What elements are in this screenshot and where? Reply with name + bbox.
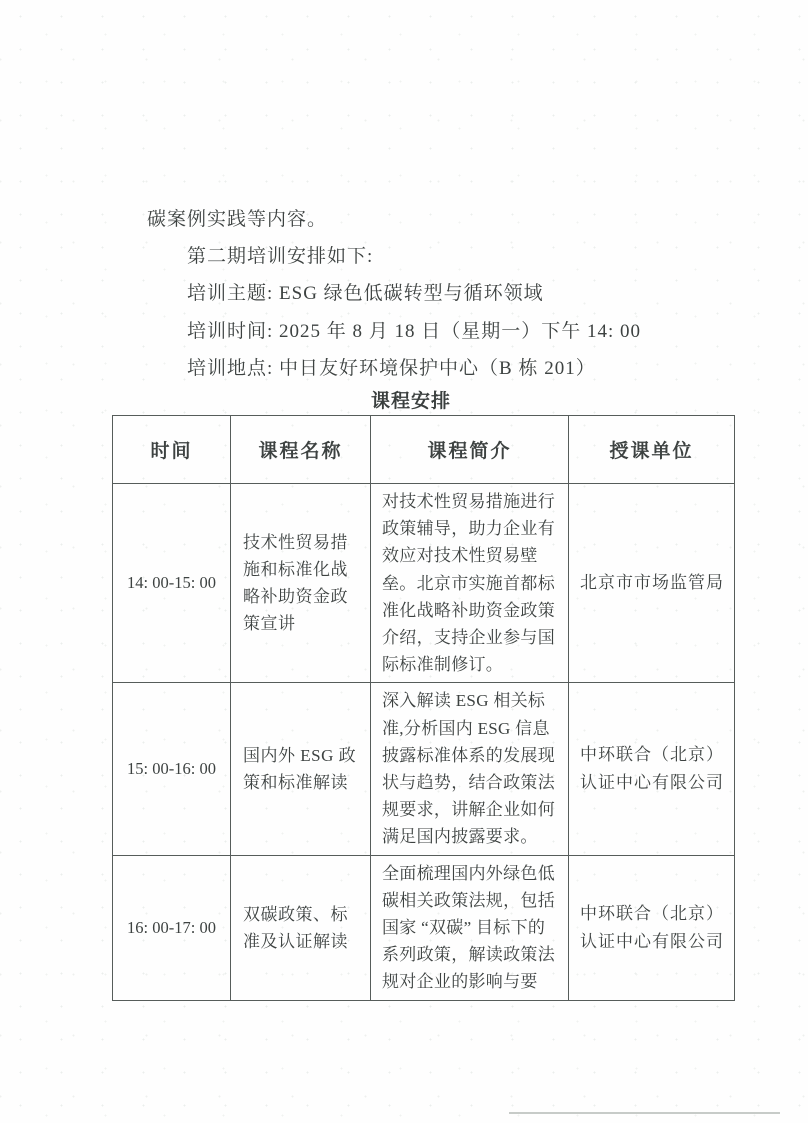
teaching-unit-cell: 中环联合（北京）认证中心有限公司 [569, 683, 735, 855]
col-header-teaching-unit: 授课单位 [569, 416, 735, 484]
table-title: 课程安排 [370, 391, 451, 412]
page-footer-divider [509, 1112, 780, 1114]
training-time: 培训时间: 2025 年 8 月 18 日（星期一）下午 14: 00 [187, 321, 642, 342]
time-cell: 16: 00-17: 00 [113, 855, 231, 1000]
course-name-cell: 双碳政策、标准及认证解读 [231, 855, 371, 1000]
table-row [113, 484, 735, 683]
col-header-course-name: 课程名称 [231, 416, 371, 484]
course-name-cell: 技术性贸易措施和标准化战略补助资金政策宣讲 [231, 484, 371, 683]
time-cell: 15: 00-16: 00 [113, 683, 231, 855]
col-header-time: 时间 [113, 416, 231, 484]
course-intro-cell: 对技术性贸易措施进行政策辅导，助力企业有效应对技术性贸易壁垒。北京市实施首都标准化战略补助资金政策介绍，支持企业参与国际标准制修订。 [371, 484, 569, 683]
course-name-cell: 国内外 ESG 政策和标准解读 [231, 683, 371, 855]
time-cell: 14: 00-15: 00 [113, 484, 231, 683]
table-row [113, 855, 735, 1000]
teaching-unit-cell: 北京市市场监管局 [569, 484, 735, 683]
col-header-course-intro: 课程简介 [371, 416, 569, 484]
training-location: 培训地点: 中日友好环境保护中心（B 栋 201） [187, 358, 596, 379]
teaching-unit-cell: 中环联合（北京）认证中心有限公司 [569, 855, 735, 1000]
paragraph-continuation: 碳案例实践等内容。 [147, 209, 328, 230]
training-topic: 培训主题: ESG 绿色低碳转型与循环领域 [187, 283, 544, 304]
course-intro-cell: 全面梳理国内外绿色低碳相关政策法规，包括国家 “双碳” 目标下的系列政策，解读政策法规对企业的影响与要 [371, 855, 569, 1000]
table-row [113, 683, 735, 855]
course-schedule-table [112, 415, 735, 1001]
table-header-row [113, 416, 735, 484]
course-intro-cell: 深入解读 ESG 相关标准,分析国内 ESG 信息披露标准体系的发展现状与趋势，结合政策法规要求，讲解企业如何满足国内披露要求。 [371, 683, 569, 855]
training-schedule-intro: 第二期培训安排如下: [187, 246, 374, 267]
